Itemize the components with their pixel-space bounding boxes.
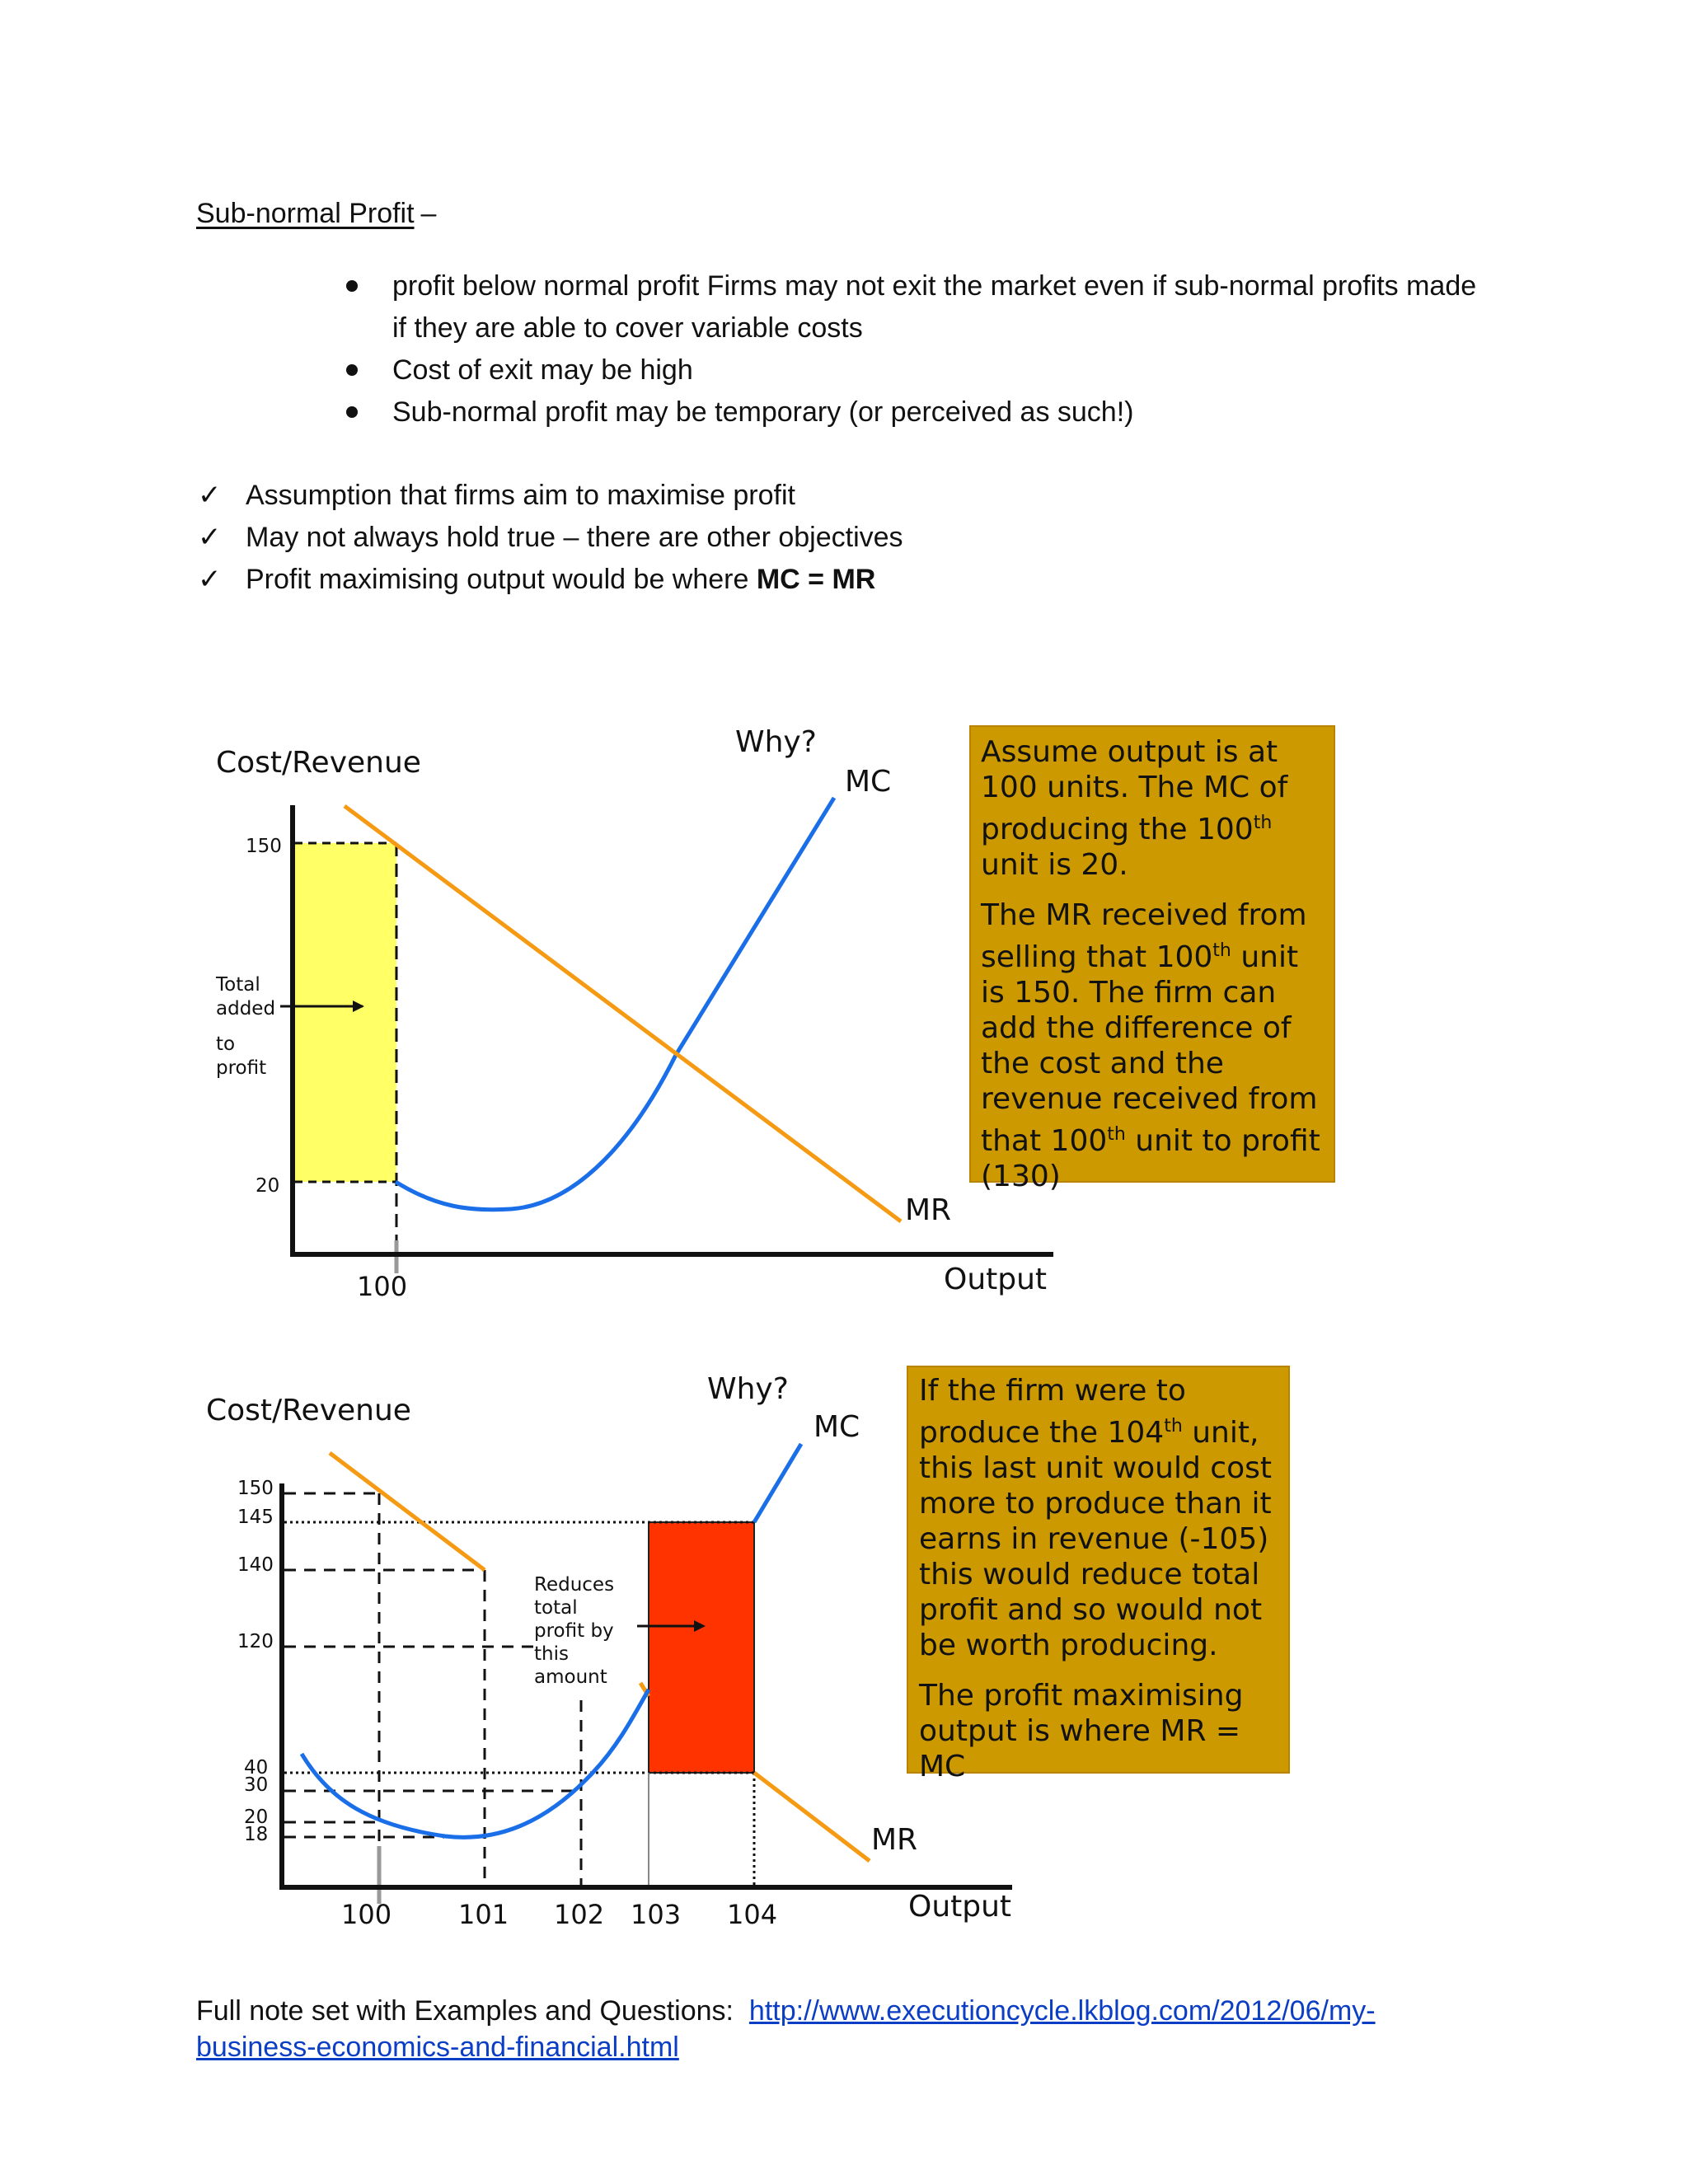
bullet-text: Sub-normal profit may be temporary (or perceived as such!) bbox=[392, 396, 1134, 428]
profit-area-yellow bbox=[294, 843, 396, 1182]
y-axis-label: Cost/Revenue bbox=[206, 1394, 411, 1427]
box-paragraph: The profit maximising output is where MR = MC bbox=[919, 1679, 1244, 1783]
loss-area-red bbox=[649, 1522, 754, 1773]
mr-line-upper bbox=[330, 1453, 485, 1570]
x-tick-label: 100 bbox=[341, 1899, 392, 1930]
note-label: total bbox=[534, 1597, 578, 1619]
footer-note bbox=[196, 1993, 1482, 2065]
note-label: this bbox=[534, 1643, 569, 1665]
y-axis-label: Cost/Revenue bbox=[216, 746, 421, 780]
x-tick-label: 102 bbox=[554, 1899, 605, 1930]
y-tick-label: 20 bbox=[244, 1807, 269, 1828]
explanation-box-1 bbox=[969, 725, 1335, 1193]
note-label: Reduces bbox=[534, 1574, 615, 1596]
note-label: profit by bbox=[534, 1620, 614, 1642]
mr-label: MR bbox=[871, 1823, 918, 1857]
x-tick-label: 101 bbox=[458, 1899, 509, 1930]
check-icon: ✓ bbox=[198, 563, 222, 596]
box-paragraph: Assume output is at 100 units. The MC of producing the 100th unit is 20. bbox=[981, 735, 1288, 882]
explanation-box-2 bbox=[907, 1366, 1290, 1783]
y-tick-label: 18 bbox=[244, 1824, 269, 1845]
x-tick-label: 103 bbox=[631, 1899, 682, 1930]
footer-link[interactable]: http://www.executioncycle.lkblog.com/2012/06/my-business-economics-and-financial.html bbox=[196, 1995, 1376, 2063]
box-paragraph: If the firm were to produce the 104th unit, this last unit would cost more to produce than it earns in revenue (-105) this would reduce total profit and so would not be worth producing. bbox=[919, 1374, 1272, 1662]
y-tick-label: 20 bbox=[256, 1175, 280, 1197]
mc-label: MC bbox=[845, 765, 892, 799]
check-text-bold: MC = MR bbox=[756, 564, 876, 595]
mr-line-lower bbox=[754, 1773, 870, 1861]
y-tick-label: 150 bbox=[246, 836, 282, 857]
mr-line bbox=[345, 806, 901, 1221]
box-paragraph: The MR received from selling that 100th unit is 150. The firm can add the difference of the cost and the revenue received from that 100th unit to profit (130) bbox=[981, 898, 1320, 1193]
diagram-1 bbox=[215, 725, 1053, 1302]
x-axis-label: Output bbox=[944, 1263, 1048, 1296]
area-label: Total bbox=[216, 974, 260, 996]
mr-label: MR bbox=[905, 1193, 952, 1227]
footer-label: Full note set with Examples and Questions: bbox=[196, 1995, 734, 2027]
x-axis-label: Output bbox=[908, 1890, 1012, 1924]
check-text: Assumption that firms aim to maximise profit bbox=[246, 480, 795, 511]
check-icon: ✓ bbox=[198, 521, 222, 554]
y-tick-label: 120 bbox=[237, 1631, 274, 1652]
mc-label: MC bbox=[814, 1410, 860, 1444]
why-label: Why? bbox=[707, 1372, 789, 1406]
y-tick-label: 40 bbox=[244, 1757, 269, 1779]
area-label: profit bbox=[216, 1057, 267, 1079]
x-tick-label: 104 bbox=[727, 1899, 778, 1930]
heading-dash: – bbox=[420, 198, 437, 229]
why-label: Why? bbox=[735, 725, 817, 759]
y-tick-label: 150 bbox=[237, 1478, 274, 1499]
bullet-text: profit below normal profit Firms may not exit the market even if sub-normal profits made if they are able to cover variable costs bbox=[392, 270, 1477, 344]
x-tick-label: 100 bbox=[357, 1271, 408, 1302]
y-tick-label: 140 bbox=[237, 1554, 274, 1576]
area-label: added bbox=[216, 998, 276, 1019]
heading-title: Sub-normal Profit bbox=[196, 198, 415, 229]
mc-curve bbox=[396, 798, 834, 1210]
area-label: to bbox=[216, 1033, 236, 1055]
y-tick-label: 30 bbox=[244, 1774, 269, 1796]
diagram-2 bbox=[206, 1372, 1012, 1930]
mc-curve bbox=[302, 1690, 649, 1837]
y-tick-label: 145 bbox=[237, 1507, 274, 1528]
check-text: May not always hold true – there are other objectives bbox=[246, 522, 903, 553]
note-label: amount bbox=[534, 1666, 607, 1688]
bullet-text: Cost of exit may be high bbox=[392, 354, 693, 386]
mc-curve-upper bbox=[754, 1444, 801, 1522]
check-icon: ✓ bbox=[198, 479, 222, 512]
check-text: Profit maximising output would be where bbox=[246, 564, 757, 595]
